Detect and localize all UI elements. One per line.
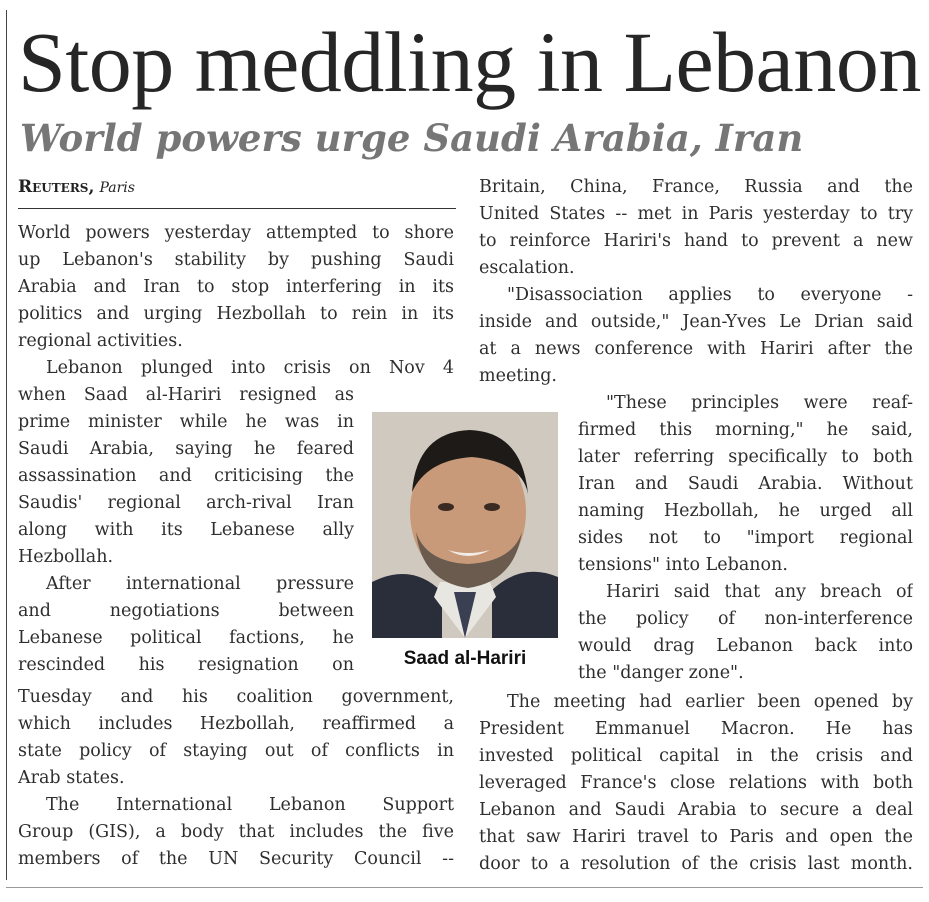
text-line: sides not to "import regional	[578, 528, 913, 548]
column-left	[18, 220, 454, 382]
text-line: Group (GIS), a body that includes the five	[18, 822, 454, 842]
text-line: United States -- met in Paris yesterday to try	[479, 204, 913, 224]
text-line: Lebanon plunged into crisis on Nov 4	[46, 358, 454, 378]
text-line: President Emmanuel Macron. He has	[479, 719, 913, 739]
portrait-illustration	[372, 412, 558, 638]
text-line: assassination and criticising the	[18, 466, 354, 486]
text-line: the policy of non-interference	[578, 609, 913, 629]
text-line: and negotiations between	[18, 601, 354, 621]
text-line: Saudi Arabia, saying he feared	[18, 439, 354, 459]
paragraph	[479, 689, 913, 878]
byline-rule	[18, 208, 456, 209]
text-line: The International Lebanon Support	[46, 795, 454, 815]
text-line: regional activities.	[18, 331, 183, 351]
text-line: rescinded his resignation on	[18, 655, 354, 675]
paragraph	[18, 382, 354, 571]
text-line: that saw Hariri travel to Paris and open the	[479, 827, 913, 847]
text-line: "Disassociation applies to everyone -	[507, 285, 913, 305]
text-line: state policy of staying out of conflicts in	[18, 741, 454, 761]
paragraph	[479, 282, 913, 390]
text-line: Iran and Saudi Arabia. Without	[578, 474, 913, 494]
text-line: would drag Lebanon back into	[578, 636, 913, 656]
text-line: naming Hezbollah, he urged all	[578, 501, 913, 521]
column-left-wrap	[18, 382, 354, 679]
text-line: After international pressure	[46, 574, 354, 594]
byline	[18, 176, 135, 199]
subheadline: World powers urge Saudi Arabia, Iran	[20, 116, 804, 160]
text-line: escalation.	[479, 258, 575, 278]
column-right	[479, 174, 913, 390]
text-line: along with its Lebanese ally	[18, 520, 354, 540]
text-line: "These principles were reaf-	[606, 393, 913, 413]
frame-bottom-rule	[6, 887, 923, 888]
text-line: members of the UN Security Council --	[18, 849, 454, 869]
text-line: leveraged France's close relations with both	[479, 773, 913, 793]
text-line: Lebanon and Saudi Arabia to secure a deal	[479, 800, 913, 820]
text-line: Saudis' regional arch-rival Iran	[18, 493, 354, 513]
text-line: Arabia and Iran to stop interfering in its	[18, 277, 454, 297]
text-line: inside and outside," Jean-Yves Le Drian said	[479, 312, 913, 332]
headline: Stop meddling in Lebanon	[18, 14, 921, 110]
paragraph	[18, 792, 454, 873]
paragraph	[18, 355, 454, 382]
byline-agency: Reuters,	[18, 177, 95, 197]
text-line: to reinforce Hariri's hand to prevent a new	[479, 231, 913, 251]
photo-caption: Saad al-Hariri	[403, 648, 527, 669]
paragraph	[18, 684, 454, 792]
text-line: door to a resolution of the crisis last month.	[479, 854, 913, 874]
text-line: meeting.	[479, 366, 557, 386]
text-line: World powers yesterday attempted to shore	[18, 223, 454, 243]
column-right-bottom	[479, 689, 913, 878]
text-line: up Lebanon's stability by pushing Saudi	[18, 250, 454, 270]
column-right-wrap	[578, 390, 913, 687]
text-line: Hariri said that any breach of	[606, 582, 913, 602]
paragraph	[18, 220, 454, 355]
paragraph	[18, 571, 354, 679]
text-line: when Saad al-Hariri resigned as	[18, 385, 354, 405]
text-line: prime minister while he was in	[18, 412, 354, 432]
text-line: the "danger zone".	[578, 663, 744, 683]
text-line: Britain, China, France, Russia and the	[479, 177, 913, 197]
text-line: firmed this morning," he said,	[578, 420, 913, 440]
paragraph	[479, 174, 913, 282]
text-line: which includes Hezbollah, reaffirmed a	[18, 714, 454, 734]
text-line: Hezbollah.	[18, 547, 114, 567]
text-line: Lebanese political factions, he	[18, 628, 354, 648]
paragraph	[578, 390, 913, 579]
paragraph	[578, 579, 913, 687]
hariri-photo	[372, 412, 558, 638]
column-left-bottom	[18, 684, 454, 873]
text-line: The meeting had earlier been opened by	[507, 692, 913, 712]
byline-location: Paris	[99, 180, 135, 196]
text-line: later referring specifically to both	[578, 447, 913, 467]
text-line: Arab states.	[18, 768, 125, 788]
text-line: Tuesday and his coalition government,	[18, 687, 454, 707]
text-line: at a news conference with Hariri after the	[479, 339, 913, 359]
frame-left-rule	[6, 10, 7, 880]
text-line: invested political capital in the crisis and	[479, 746, 913, 766]
text-line: tensions" into Lebanon.	[578, 555, 788, 575]
text-line: politics and urging Hezbollah to rein in its	[18, 304, 454, 324]
